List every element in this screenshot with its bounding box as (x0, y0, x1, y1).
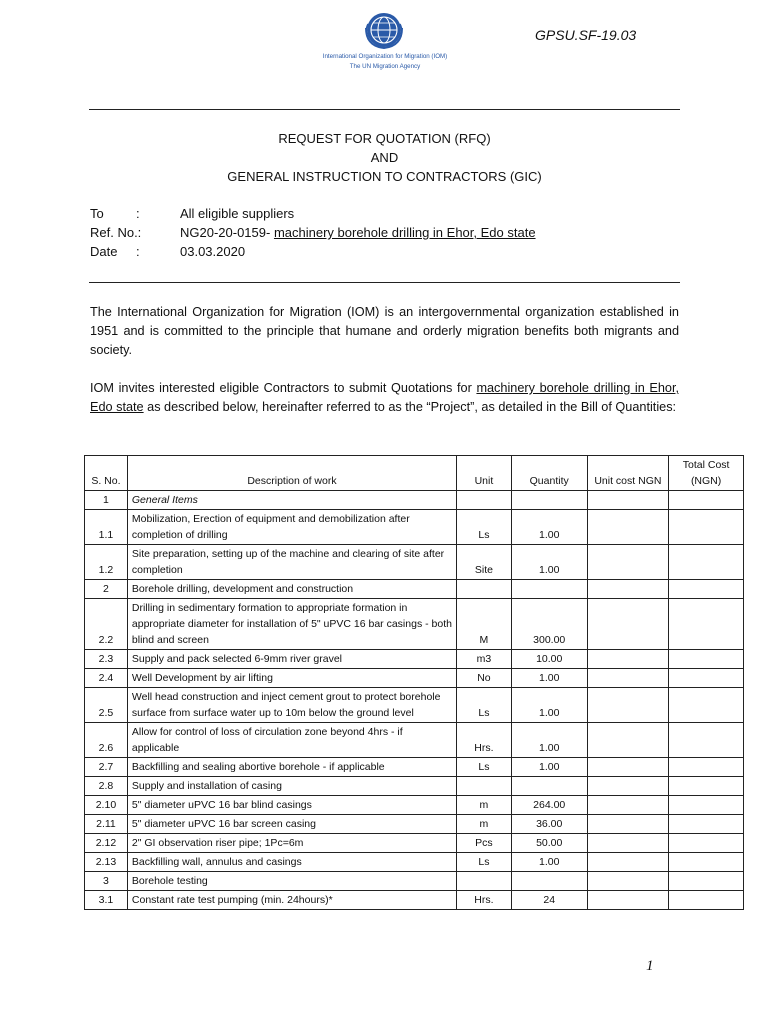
intro-p2-a: IOM invites interested eligible Contractors to submit Quotations for (90, 381, 477, 395)
row-sno: 2.6 (85, 723, 128, 758)
row-description: Drilling in sedimentary formation to appropriate formation in appropriate diameter for installation of 5" uPVC 16 bar casings - both blind and screen (127, 599, 456, 650)
header-unit: Unit (457, 456, 512, 491)
intro-p2-b: as described below, hereinafter referred to as the “Project”, as detailed in the Bill of Quantities: (143, 400, 677, 414)
page-number: 1 (646, 958, 654, 974)
row-total-cost (669, 669, 744, 688)
row-quantity (511, 777, 587, 796)
row-sno: 2.7 (85, 758, 128, 777)
header-total-cost: Total Cost (NGN) (669, 456, 744, 491)
row-description: Mobilization, Erection of equipment and demobilization after completion of drilling (127, 510, 456, 545)
row-unit: Hrs. (457, 891, 512, 910)
intro-p1-a: The International Organization for Migration (90, 305, 347, 319)
table-section-row (85, 491, 744, 510)
ref-subject: machinery borehole drilling in Ehor, Edo state (273, 225, 536, 240)
table-row (85, 758, 744, 777)
row-unit: Ls (457, 510, 512, 545)
row-unit: Pcs (457, 834, 512, 853)
row-description: Supply and installation of casing (127, 777, 456, 796)
row-sno: 1.1 (85, 510, 128, 545)
row-description: Well Development by air lifting (127, 669, 456, 688)
intro-paragraph-1 (90, 303, 679, 360)
row-unit: Ls (457, 688, 512, 723)
table-row (85, 510, 744, 545)
row-total-cost (669, 758, 744, 777)
row-unit: Hrs. (457, 723, 512, 758)
row-unit-cost (587, 650, 669, 669)
row-unit-cost (587, 758, 669, 777)
row-total-cost (669, 796, 744, 815)
row-description: Backfilling and sealing abortive borehole - if applicable (127, 758, 456, 777)
row-sno: 2.12 (85, 834, 128, 853)
table-row (85, 688, 744, 723)
ref-value (180, 225, 536, 240)
row-quantity: 24 (511, 891, 587, 910)
row-sno: 2.2 (85, 599, 128, 650)
row-sno: 2.5 (85, 688, 128, 723)
row-quantity: 1.00 (511, 688, 587, 723)
row-sno: 2.3 (85, 650, 128, 669)
row-description: Borehole testing (127, 872, 456, 891)
table-row (85, 723, 744, 758)
table-row (85, 669, 744, 688)
row-unit: Ls (457, 758, 512, 777)
row-unit-cost (587, 777, 669, 796)
intro-p2-project: machinery borehole drilling in Ehor, Edo state (90, 381, 679, 414)
row-unit: M (457, 599, 512, 650)
date-colon: : (136, 244, 140, 259)
row-unit: m (457, 815, 512, 834)
intro-p1-iom: (IOM) (346, 305, 380, 319)
table-row (85, 853, 744, 872)
table-row (85, 599, 744, 650)
row-total-cost (669, 723, 744, 758)
row-unit-cost (587, 545, 669, 580)
row-description: Supply and pack selected 6-9mm river gravel (127, 650, 456, 669)
row-description: Well head construction and inject cement grout to protect borehole surface from surface water up to 10m below the ground level (127, 688, 456, 723)
row-quantity: 1.00 (511, 758, 587, 777)
title-line-3: GENERAL INSTRUCTION TO CONTRACTORS (GIC) (227, 169, 542, 184)
title-line-1: REQUEST FOR QUOTATION (RFQ) (278, 131, 491, 146)
row-total-cost (669, 650, 744, 669)
org-name: International Organization for Migration (IOM) (322, 53, 448, 60)
row-unit-cost (587, 853, 669, 872)
bill-of-quantities-table (84, 455, 744, 910)
table-section-row (85, 777, 744, 796)
row-total-cost (669, 815, 744, 834)
row-sno: 2 (85, 580, 128, 599)
table-row (85, 815, 744, 834)
row-sno: 2.10 (85, 796, 128, 815)
row-total-cost (669, 545, 744, 580)
to-colon: : (136, 206, 140, 221)
row-unit (457, 580, 512, 599)
date-value: 03.03.2020 (180, 244, 246, 259)
row-unit: m3 (457, 650, 512, 669)
row-description: Borehole drilling, development and construction (127, 580, 456, 599)
table-section-row (85, 872, 744, 891)
row-quantity: 300.00 (511, 599, 587, 650)
row-unit-cost (587, 510, 669, 545)
row-sno: 1.2 (85, 545, 128, 580)
ref-label: Ref. No.: (90, 225, 142, 240)
row-sno: 2.11 (85, 815, 128, 834)
row-quantity (511, 491, 587, 510)
row-quantity: 10.00 (511, 650, 587, 669)
row-description: Allow for control of loss of circulation zone beyond 4hrs - if applicable (127, 723, 456, 758)
row-quantity: 1.00 (511, 723, 587, 758)
row-quantity: 1.00 (511, 669, 587, 688)
row-unit-cost (587, 580, 669, 599)
to-label: To (90, 206, 104, 221)
row-total-cost (669, 688, 744, 723)
row-quantity (511, 580, 587, 599)
top-divider (89, 109, 680, 110)
row-unit-cost (587, 796, 669, 815)
row-unit: No (457, 669, 512, 688)
row-sno: 2.13 (85, 853, 128, 872)
intro-paragraph-2 (90, 379, 679, 417)
row-unit: Site (457, 545, 512, 580)
row-description: General Items (127, 491, 456, 510)
header-description: Description of work (127, 456, 456, 491)
row-description: Backfilling wall, annulus and casings (127, 853, 456, 872)
intro-p1-b: is an intergovernmental organization established in 1951 and is committed to the principle that humane and orderly migration benefits both migrants and society. (90, 305, 679, 357)
row-quantity: 264.00 (511, 796, 587, 815)
title-line-2: AND (370, 150, 399, 165)
row-unit-cost (587, 599, 669, 650)
table-body (85, 456, 744, 910)
header-unit-cost: Unit cost NGN (587, 456, 669, 491)
row-total-cost (669, 834, 744, 853)
table-row (85, 545, 744, 580)
row-unit-cost (587, 891, 669, 910)
row-description: 2" GI observation riser pipe; 1Pc=6m (127, 834, 456, 853)
row-description: 5" diameter uPVC 16 bar blind casings (127, 796, 456, 815)
table-row (85, 650, 744, 669)
to-value: All eligible suppliers (180, 206, 295, 221)
row-quantity: 50.00 (511, 834, 587, 853)
row-quantity: 1.00 (511, 510, 587, 545)
row-total-cost (669, 599, 744, 650)
row-description: 5" diameter uPVC 16 bar screen casing (127, 815, 456, 834)
row-total-cost (669, 777, 744, 796)
row-quantity (511, 872, 587, 891)
document-code: GPSU.SF-19.03 (535, 27, 637, 43)
row-total-cost (669, 491, 744, 510)
row-description: Constant rate test pumping (min. 24hours)* (127, 891, 456, 910)
table-row (85, 891, 744, 910)
row-total-cost (669, 853, 744, 872)
row-sno: 3.1 (85, 891, 128, 910)
row-unit-cost (587, 834, 669, 853)
table-header-row (85, 456, 744, 491)
row-quantity: 1.00 (511, 545, 587, 580)
row-unit-cost (587, 872, 669, 891)
meta-divider (89, 282, 680, 283)
row-unit-cost (587, 669, 669, 688)
header-sno: S. No. (85, 456, 128, 491)
row-unit (457, 777, 512, 796)
row-total-cost (669, 510, 744, 545)
row-unit: m (457, 796, 512, 815)
row-description: Site preparation, setting up of the machine and clearing of site after completion (127, 545, 456, 580)
row-sno: 2.8 (85, 777, 128, 796)
row-total-cost (669, 891, 744, 910)
row-sno: 2.4 (85, 669, 128, 688)
row-quantity: 1.00 (511, 853, 587, 872)
ref-prefix: NG20-20-0159- (180, 225, 274, 240)
row-unit: Ls (457, 853, 512, 872)
row-total-cost (669, 580, 744, 599)
row-unit (457, 491, 512, 510)
row-unit-cost (587, 815, 669, 834)
table-row (85, 834, 744, 853)
org-subtitle: The UN Migration Agency (349, 63, 421, 70)
row-unit-cost (587, 688, 669, 723)
iom-logo (300, 8, 470, 78)
row-quantity: 36.00 (511, 815, 587, 834)
table-row (85, 796, 744, 815)
row-unit-cost (587, 491, 669, 510)
row-sno: 1 (85, 491, 128, 510)
row-total-cost (669, 872, 744, 891)
date-label: Date (90, 244, 118, 259)
row-unit-cost (587, 723, 669, 758)
header-quantity: Quantity (511, 456, 587, 491)
row-unit (457, 872, 512, 891)
table-section-row (85, 580, 744, 599)
row-sno: 3 (85, 872, 128, 891)
